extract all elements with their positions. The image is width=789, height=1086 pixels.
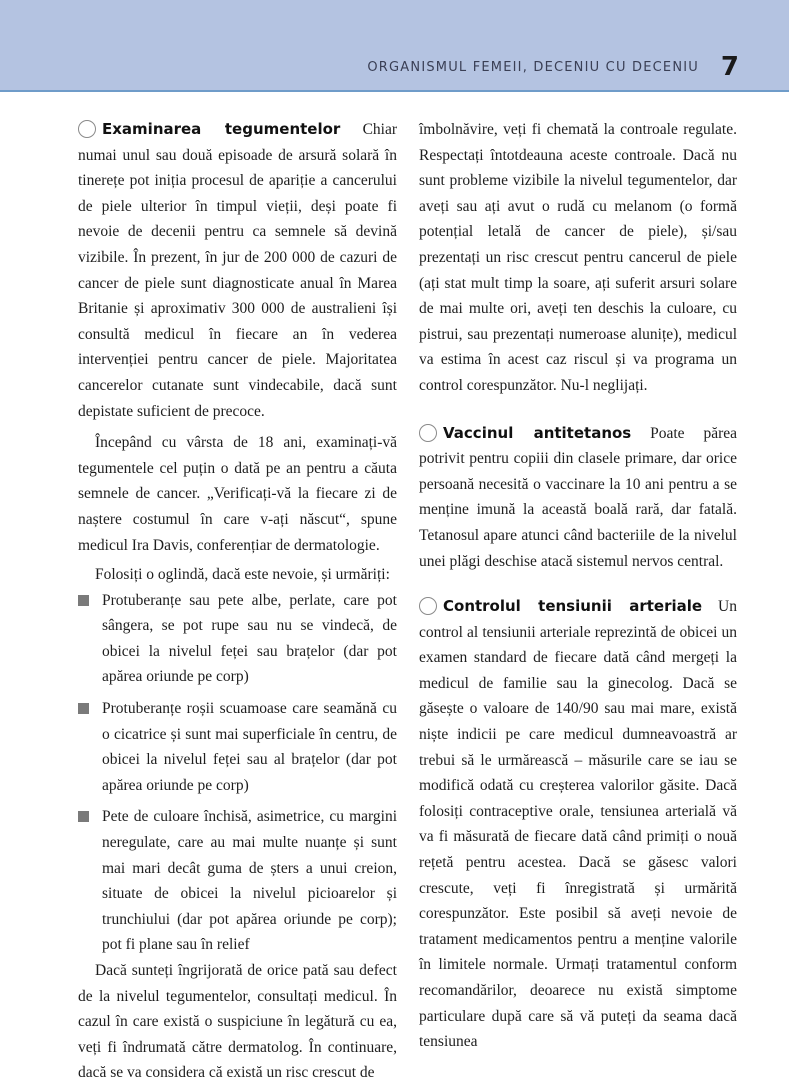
running-title: ORGANISMUL FEMEII, DECENIU CU DECENIU: [367, 60, 699, 75]
section-skin-exam: [78, 117, 397, 424]
list-item-text: Protuberanțe sau pete albe, perlate, care pot sângera, se pot rupe sau nu se vindecă, de obicei la nivelul feței sau brațelor (dar pot apărea oriunde pe corp): [102, 591, 397, 686]
page-number: 7: [720, 52, 739, 82]
section-heading: Examinarea tegumentelor: [102, 120, 341, 138]
circle-checkbox-icon: [419, 424, 437, 442]
section-heading: Vaccinul antitetanos: [443, 423, 632, 442]
bullet-list: [78, 588, 397, 958]
circle-checkbox-icon: [78, 120, 96, 138]
paragraph: Dacă sunteți îngrijorată de orice pată sau defect de la nivelul tegumentelor, consultați medicul. În cazul în care există o suspiciune în legătură cu ea, veți fi îndrumată către dermatolog. În continuare, dacă se va considera că există un risc crescut de: [78, 962, 397, 1082]
list-item-text: Protuberanțe roșii scuamoase care seamănă cu o cicatrice și sunt mai superficiale în centru, de obicei la nivelul feței sau al brațelor (dar pot apărea oriunde pe corp): [102, 700, 397, 794]
paragraph: Începând cu vârsta de 18 ani, examinați-vă tegumentele cel puțin o dată pe an pentru a căuta semnele de cancer. „Verificați-vă la fiecare zi de naștere costumul în care v-ați născut“, spune medicul Ira Davis, conferențiar de dermatologie.: [78, 434, 397, 554]
section-body: Un control al tensiunii arteriale reprezintă de obicei un examen standard de fiecare dată când mergeți la medicul de familie sau la ginecolog. Dacă se găsește o valoare de 140/90 sau mai mare, există niște indicii pe care medicul dumneavoastră ar trebui să le urmărească – măsurile care se iau se modifică odată cu creșterea valorilor găsite. Dacă folosiți contraceptive orale, tensiunea arterială vă va fi măsurată de fiecare dată când primiți o nouă rețetă pentru acestea. Dacă se găsesc valori crescute, veți fi înregistrată și urmărită corespunzător. Este posibil să aveți nevoie de tratament medicamentos pentru a menține valorile în limitele normale. Urmați tratamentul conform recomandărilor, deoarece nu există simptome particulare după care să vă puteți da seama dacă tensiunea: [419, 598, 737, 1051]
section-blood-pressure: [419, 594, 737, 1055]
square-bullet-icon: [78, 595, 89, 606]
left-column: [78, 117, 397, 1086]
running-header-band: [0, 0, 789, 92]
list-item: [78, 696, 397, 798]
list-item-text: Pete de culoare închisă, asimetrice, cu margini neregulate, care au mai multe nuanțe și sunt mai mari decât guma de șters a unui creion, situate de obicei la nivelul picioarelor și trunchiului (dar pot apărea oriunde pe corp); pot fi plane sau în relief: [102, 808, 397, 954]
list-item: [78, 804, 397, 958]
paragraph: Folosiți o oglindă, dacă este nevoie, și urmăriți:: [95, 566, 390, 584]
circle-checkbox-icon: [419, 597, 437, 615]
list-item: [78, 588, 397, 690]
square-bullet-icon: [78, 703, 89, 714]
section-body: Chiar numai unul sau două episoade de arsură solară în tinerețe pot iniția procesul de apariție a cancerului de piele ulterior în timpul vieții, deși poate fi nevoie de decenii pentru ca semnele să devină vizibile. În prezent, în jur de 200 000 de cazuri de cancer de piele sunt diagnosticate anual în Marea Britanie și aproximativ 300 000 de australieni își consultă medicul în fiecare an în vederea intervenției pentru cancer de piele. Majoritatea cancerelor cutanate sunt vindecabile, dacă sunt depistate suficient de precoce.: [78, 121, 397, 420]
section-body: Poate părea potrivit pentru copiii din clasele primare, dar orice persoană necesită o vaccinare la 10 ani pentru a se menține imună la această boală rară, dar fatală. Tetanosul apare atunci când bacteriile de la nivelul unei plăgi deschise atacă sistemul nervos central.: [419, 424, 737, 570]
square-bullet-icon: [78, 811, 89, 822]
section-heading: Controlul tensiunii arteriale: [443, 597, 703, 616]
right-column: [419, 117, 737, 1055]
paragraph-continuation: îmbolnăvire, veți fi chemată la controale regulate. Respectați întotdeauna aceste controale. Dacă nu sunt probleme vizibile la nivelul tegumentelor, dar aveți sau ați avut o rudă cu melanom (o formă potențial letală de cancer de piele), și/sau prezentați un risc crescut pentru cancerul de piele (ați stat mult timp la soare, ați suferit arsuri solare de mai multe ori, aveți ten deschis la culoare, cu pistrui, sau prezentați numeroase alunițe), medicul va estima în acest caz riscul și va programa un control corespunzător. Nu-l neglijați.: [419, 121, 737, 394]
section-tetanus-vaccine: [419, 421, 737, 575]
